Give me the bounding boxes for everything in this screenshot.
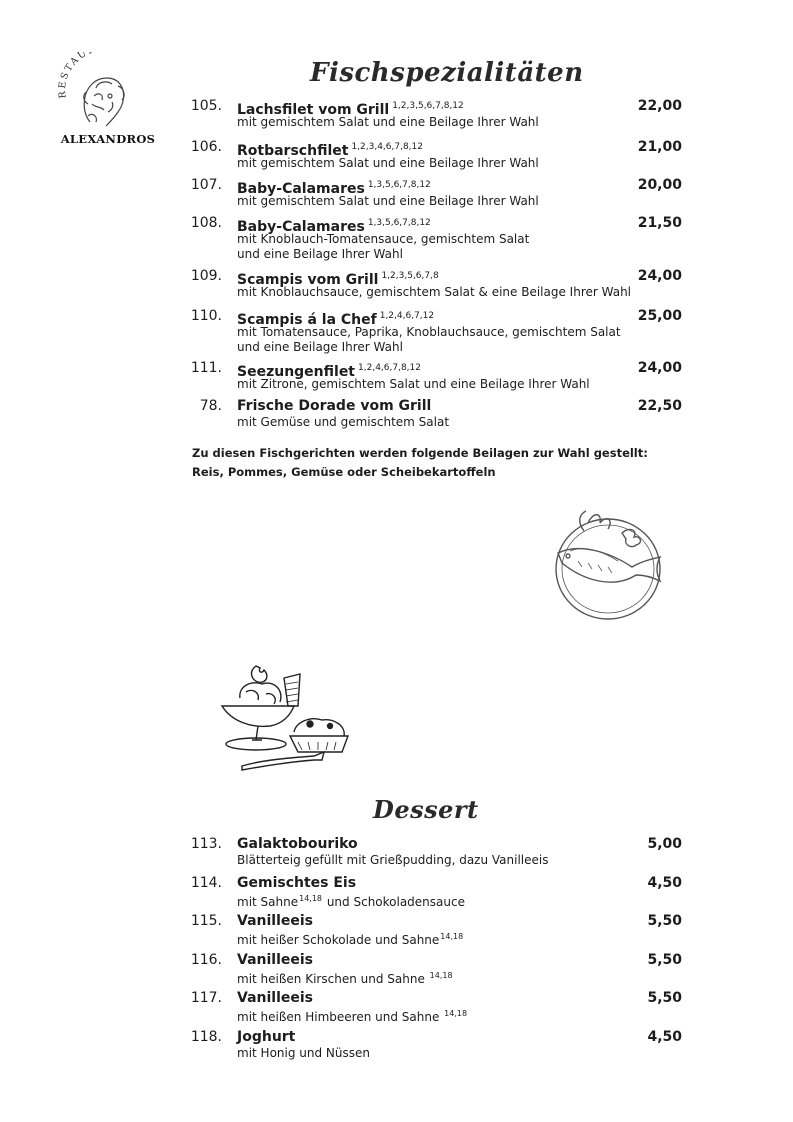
item-description: mit Knoblauchsauce, gemischtem Salat & eine Beilage Ihrer Wahl (237, 285, 632, 299)
allergen-codes: 14,18 (440, 932, 464, 941)
allergen-codes: 14,18 (444, 1009, 468, 1018)
fish-section-title: Fischspezialitäten (310, 58, 584, 88)
item-name: Frische Dorade vom Grill (237, 398, 432, 414)
ice-cream-sundae-illustration (218, 662, 358, 774)
item-number: 107. (190, 177, 222, 193)
allergen-codes: 1,2,4,6,7,12 (379, 311, 435, 321)
item-name: Scampis vom Grill $^{1,2,3,5,6,7,8}$ (237, 271, 439, 288)
fish-plate-illustration (548, 505, 682, 625)
item-description: mit Tomatensauce, Paprika, Knoblauchsauce, gemischtem Salat und eine Beilage Ihrer Wahl (237, 325, 621, 354)
item-price: 22,50 (637, 398, 682, 414)
allergen-codes: 14,18 (429, 971, 453, 980)
item-name: Joghurt (237, 1029, 296, 1045)
item-description: Blätterteig gefüllt mit Grießpudding, dazu Vanilleeis (237, 853, 549, 867)
item-price: 5,50 (647, 952, 682, 968)
item-number: 111. (190, 360, 222, 376)
item-number: 110. (190, 308, 222, 324)
allergen-codes: 1,3,5,6,7,8,12 (367, 180, 431, 190)
item-name: Baby-Calamares $^{1,3,5,6,7,8,12}$ (237, 218, 431, 235)
item-description: mit Zitrone, gemischtem Salat und eine Beilage Ihrer Wahl (237, 377, 590, 391)
item-number: 114. (190, 875, 222, 891)
item-number: 105. (190, 98, 222, 114)
item-name: Baby-Calamares $^{1,3,5,6,7,8,12}$ (237, 180, 431, 197)
item-price: 20,00 (637, 177, 682, 193)
item-description: mit heißer Schokolade und Sahne$^{14,18}$ (237, 932, 464, 947)
item-name: Vanilleeis (237, 952, 314, 968)
item-number: 116. (190, 952, 222, 968)
item-name: Galaktobouriko (237, 836, 358, 852)
item-description: mit gemischtem Salat und eine Beilage Ihrer Wahl (237, 194, 539, 208)
item-description: mit Sahne$^{14,18}$ und Schokoladensauce (237, 894, 465, 909)
item-name: Scampis á la Chef $^{1,2,4,6,7,12}$ (237, 311, 435, 328)
item-name: Lachsfilet vom Grill $^{1,2,3,5,6,7,8,12}$ (237, 101, 464, 118)
item-price: 24,00 (637, 268, 682, 284)
item-description: mit Knoblauch-Tomatensauce, gemischtem Salat und eine Beilage Ihrer Wahl (237, 232, 530, 261)
item-price: 5,50 (647, 990, 682, 1006)
item-price: 24,00 (637, 360, 682, 376)
item-description: mit heißen Himbeeren und Sahne $^{14,18}$ (237, 1009, 468, 1024)
item-price: 4,50 (647, 1029, 682, 1045)
item-number: 109. (190, 268, 222, 284)
item-price: 21,50 (637, 215, 682, 231)
item-price: 22,00 (637, 98, 682, 114)
item-name: Vanilleeis (237, 990, 314, 1006)
item-number: 117. (190, 990, 222, 1006)
item-name: Vanilleeis (237, 913, 314, 929)
item-price: 5,50 (647, 913, 682, 929)
item-description: mit Gemüse und gemischtem Salat (237, 415, 450, 429)
allergen-codes: 1,2,3,4,6,7,8,12 (351, 142, 423, 152)
item-number: 115. (190, 913, 222, 929)
restaurant-logo (52, 52, 164, 152)
side-dish-note-line-1: Zu diesen Fischgerichten werden folgende Beilagen zur Wahl gestellt: (192, 446, 648, 460)
side-dish-note-line-2: Reis, Pommes, Gemüse oder Scheibekartoffeln (192, 465, 496, 479)
item-number: 118. (190, 1029, 222, 1045)
item-price: 25,00 (637, 308, 682, 324)
item-price: 4,50 (647, 875, 682, 891)
logo-name: ALEXANDROS (60, 132, 156, 146)
item-number: 106. (190, 139, 222, 155)
item-number: 113. (190, 836, 222, 852)
allergen-codes: 1,2,3,5,6,7,8 (381, 271, 439, 281)
item-price: 21,00 (637, 139, 682, 155)
item-description: mit gemischtem Salat und eine Beilage Ihrer Wahl (237, 115, 539, 129)
allergen-codes: 14,18 (299, 894, 323, 903)
dessert-section-title: Dessert (373, 795, 479, 824)
item-name: Seezungenfilet $^{1,2,4,6,7,8,12}$ (237, 363, 421, 380)
allergen-codes: 1,2,4,6,7,8,12 (358, 363, 421, 373)
svg-text:RESTAURANT (57, 52, 126, 99)
item-description: mit heißen Kirschen und Sahne $^{14,18}$ (237, 971, 453, 986)
logo-arc-text: RESTAU (56, 52, 91, 99)
item-price: 5,00 (647, 836, 682, 852)
item-description: mit gemischtem Salat und eine Beilage Ihrer Wahl (237, 156, 539, 170)
item-number: 108. (190, 215, 222, 231)
allergen-codes: 1,3,5,6,7,8,12 (367, 218, 431, 228)
item-number: 78. (199, 398, 222, 414)
item-name: Gemischtes Eis (237, 875, 357, 891)
item-description: mit Honig und Nüssen (237, 1046, 370, 1060)
logo-bust-icon (52, 52, 164, 132)
allergen-codes: 1,2,3,5,6,7,8,12 (392, 101, 464, 111)
item-name: Rotbarschfilet $^{1,2,3,4,6,7,8,12}$ (237, 142, 423, 159)
